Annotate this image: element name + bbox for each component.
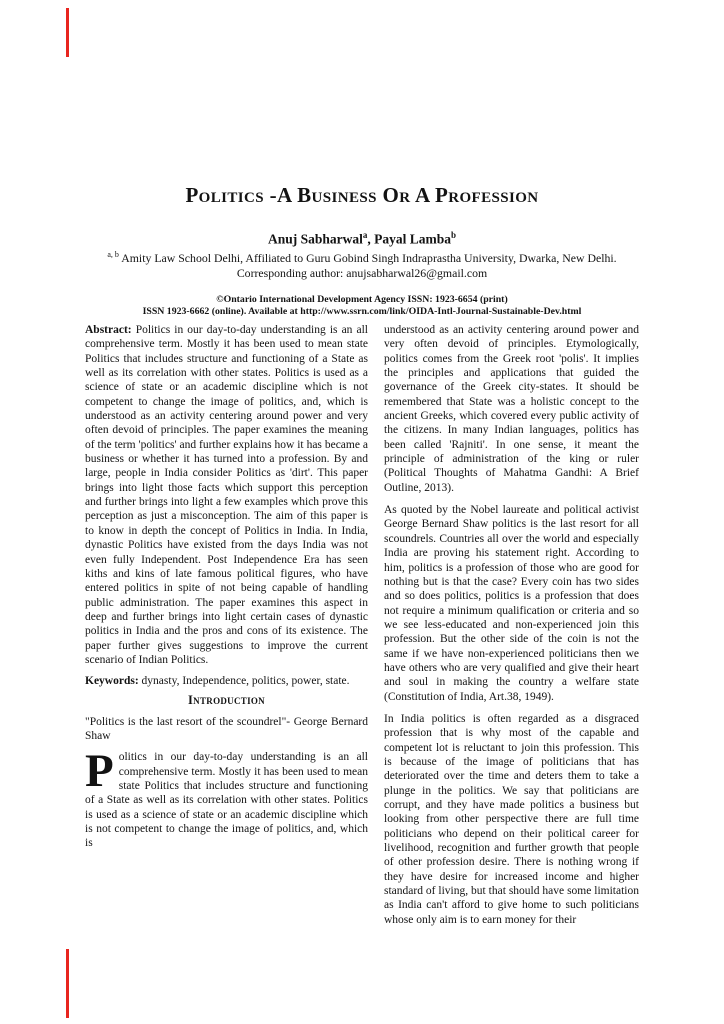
keywords-text: dynasty, Independence, politics, power, state. bbox=[138, 675, 350, 688]
right-column bbox=[384, 323, 639, 935]
left-column bbox=[85, 323, 368, 858]
red-margin-mark-bottom bbox=[66, 949, 69, 1018]
paper-header bbox=[0, 183, 724, 318]
drop-cap: P bbox=[85, 745, 114, 798]
issn-line-2: ISSN 1923-6662 (online). Available at http://www.ssrn.com/link/OIDA-Intl-Journal-Sustainable-Dev.html bbox=[142, 306, 582, 318]
corresponding-author-line: Corresponding author: anujsabharwal26@gmail.com bbox=[236, 266, 488, 281]
intro-paragraph bbox=[85, 745, 368, 850]
authors-separator: , bbox=[367, 231, 375, 247]
keywords-paragraph bbox=[85, 674, 368, 688]
author-1: Anuj Sabharwal bbox=[267, 231, 363, 247]
body-paragraph-2: As quoted by the Nobel laureate and political activist George Bernard Shaw politics is the last resort for all scoundrels. Countries all over the world and especially India are proving his statement right. According to him, politics is a profession of those who are good for nothing but is that the case? Every coin has two sides and so does politics, politics is a profession that does not require a minimum qualification or criteria and so we see less-educated and non-experienced join this profession. But the other side of the coin is not the same if we have non-experienced politicians then we have others who are very qualified and give their heart and soul in making the country a welfare state (Constitution of India, Art.38, 1949). bbox=[384, 504, 639, 703]
author-2-superscript: b bbox=[451, 230, 457, 240]
paper-title: Politics -A Business Or A Profession bbox=[185, 183, 539, 207]
issn-block bbox=[0, 294, 724, 318]
keywords-label: Keywords: bbox=[85, 675, 139, 688]
authors-line bbox=[0, 230, 724, 248]
intro-paragraph-text: olitics in our day-to-day understanding is an all comprehensive term. Mostly it has been used to mean state Politics that includes structure and functioning of a State as well as its correlation with other states. Politics is used as a science of state or an academic discipline which is not competent to change the image of politics, and, which is bbox=[85, 751, 368, 850]
author-1-superscript: a bbox=[362, 230, 368, 240]
body-paragraph-1: understood as an activity centering around power and very often devoid of principles. Etymologically, politics comes from the Greek root 'polis'. It implies the principles and applications that guided the governance of the Greek city-states. It should be remembered that State was a holistic concept to the ancient Greeks, which covered every public activity of the citizens. In many Indian languages, politics has been called 'Rajniti'. In one sense, it meant the principle of administration of the king or ruler (Political Thoughts of Mahatma Gandhi: A Brief Outline, 2013). bbox=[384, 324, 639, 494]
abstract-label: Abstract: bbox=[85, 324, 132, 336]
affiliation-text: Amity Law School Delhi, Affiliated to Guru Gobind Singh Indraprastha University, Dwarka, New Delhi. bbox=[118, 250, 617, 265]
author-2: Payal Lamba bbox=[374, 231, 452, 247]
affiliation-line bbox=[0, 250, 724, 266]
abstract-text: Politics in our day-to-day understanding is an all comprehensive term. Mostly it has been used to mean state Politics that includes structure and functioning of a State as well as its correlation with other states. Politics is used as a science of state or an academic discipline which is not competent to change the image of politics, and, which is understood as an activity centering around power and very often devoid of principles. The paper examines the meaning of the term 'politics' and further explains how it has became a business or whether it has turned into a profession. By and large, people in India consider Politics as 'dirt'. This paper brings into light those facts which support this perception and further brings into light a few examples which prove this perception as just a misconception. The aim of this paper is to know in depth the concept of Politics in India. In India, dynastic Politics have existed from the days India was not even fully Independent. Post Independence Era has seen kiths and kins of late famous political figures, who have entered politics in spite of not being capable of handling public administration. The paper examines this aspect in deep and further brings into light certain cases of dynastic politics in India and the pros and cons of its existence. The paper further gives suggestions to improve the current scenario of Indian Politics. bbox=[85, 324, 368, 666]
red-margin-mark-top bbox=[66, 8, 69, 57]
affiliation-superscript: a, b bbox=[107, 249, 119, 259]
abstract-paragraph bbox=[85, 323, 368, 667]
body-paragraph-3: In India politics is often regarded as a disgraced profession that is why most of the capable and competent lot is reluctant to join this profession. This is because of the image of politicians that has deteriorated over the time and deters them to take a plunge in the politics. We say that politicians are corrupt, and they have made politics a business but looking from other perspective there are full time politicians who depend on their political career for livelihood, recognition and further growth that people of other profession desire. There is nothing wrong if they have desire for increased income and higher standard of living, but that should have some limitation as India can't afford to give home to such politicians whose only aim is to earn money for their bbox=[384, 712, 639, 926]
issn-line-1: ©Ontario International Development Agency ISSN: 1923-6654 (print) bbox=[216, 294, 508, 306]
introduction-heading: Introduction bbox=[188, 692, 265, 707]
epigraph-quote: "Politics is the last resort of the scoundrel"- George Bernard Shaw bbox=[85, 715, 368, 742]
